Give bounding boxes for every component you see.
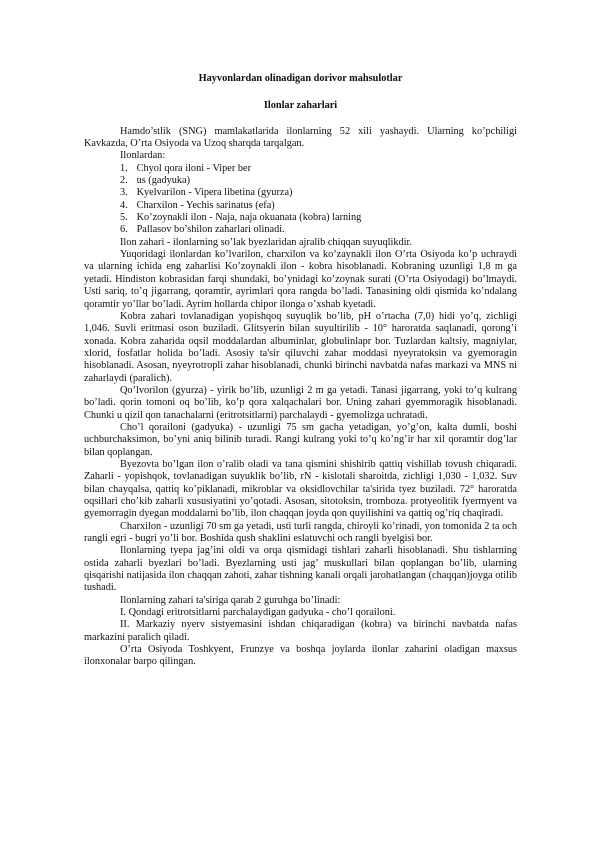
list-item bbox=[120, 175, 517, 187]
body-paragraph: Ilonlarning zahari ta'siriga qarab 2 guruhga bo’linadi: bbox=[120, 594, 341, 606]
list-heading: Ilonlardan: bbox=[120, 150, 166, 162]
section-subtitle: Ilonlar zaharlari bbox=[263, 100, 338, 112]
body-paragraph: Ilon zahari - ilonlarning so’lak byezlaridan ajralib chiqqan suyuqlikdir. bbox=[120, 236, 412, 248]
list-item-text: Charxilon - Yechis sarinatus (efa) bbox=[136, 199, 275, 211]
body-paragraph: I. Qondagi eritrotsitlarni parchalaydigan gadyuka - cho’l qorailoni. bbox=[120, 607, 396, 619]
list-item-text: Pallasov bo’shilon zaharlari olinadi. bbox=[136, 224, 285, 236]
list-item-number: 5. bbox=[120, 212, 128, 224]
list-item bbox=[120, 187, 517, 199]
body-paragraph: Byezovta bo’lgan ilon o’ralib oladi va tana qismini shishirib qattiq vishillab tovush chiqaradi. Zaharli - yopishqok, tovlanadigan suyuklik bo’lib, rN - kislotali sharoitda, zichligi 1,030 - 1,032. Suv bilan chayqalsa, qattiq ko’piklanadi, mikroblar va oksidlovchilar ta'sirida tyez buziladi. 72° haroratda oqsillari cho’kib zaharli xususiyatini yo’qotadi. Asosan, sitotoksin, tromboza. protyeolitik fyermyent va gyemorragin dyegan moddalarni bo’lib, ilon chaqqan joyda qon quyilishini va qattiq og’riq chaqiradi. bbox=[84, 458, 517, 520]
list-item-text: us (gadyuka) bbox=[136, 175, 191, 187]
body-paragraph: Yuqoridagi ilonlardan ko’lvarilon, charxilon va ko’zaynakli ilon O’rta Osiyoda ko’p uchraydi va ularning ichida eng zaharlisi Ko’zoynakli ilon - kobra hisoblanadi. Kobraning uzunligi 1,8 m ga yetadi. Hindiston kobrasidan farqi shundaki, bo’ynidagi ko’zoynak surati (O’rta Osiyodagi) bo’lmaydi. Usti sariq, to’q jigarrang, qoramtir, ayrimlari qora rangda bo’ladi. Tanasining oldi qismida ko’ndalang qoramtir yo’llar bo’ladi. Ayrim hollarda chipor ilonga o’xshab kyetadi. bbox=[84, 249, 517, 310]
list-item bbox=[120, 200, 517, 212]
body-paragraph: Cho’l qorailoni (gadyuka) - uzunligi 75 sm gacha yetadigan, yo’g’on, kalta dumli, boshi uchburchaksimon, bo’yni aniq bilinib turadi. Rangi kulrang yoki to’q ko’ng’ir har xil qoramtir dog’lar bilan qoplangan. bbox=[84, 421, 517, 458]
list-item-number: 2. bbox=[120, 175, 128, 187]
body-paragraph: Kobra zahari tovlanadigan yopishqoq suyuqlik bo’lib, pH o’rtacha (7,0) hidi yo’q, zichligi 1,046. Suvli eritmasi oson buziladi. Glitsyerin bilan suyultirilib - 10° haroratda saqlanadi, qorong’i xonada. Kobra zaharida oqsil moddalardan albuminlar, globulinlapr bor. Tuzlardan kaltsiy, magniylar, xlorid, fosfatlar holida bo’ladi. Asosiy ta'sir qiluvchi zahar moddasi nyeyratoksin va gyemoragin hisoblanadi. Asosan, nyeyrotropli zahar hisoblanadi, chunki birinchi navbatda nafas markazi va MNS ni zaharlaydi (paralich). bbox=[84, 310, 517, 384]
list-item-number: 1. bbox=[120, 162, 128, 174]
body-paragraph: Ilonlarning tyepa jag’ini oldi va orqa qismidagi tishlari zaharli hisoblanadi. Shu tishlarning ostida zaharli byezlari bo’ladi. Byezlarning usti jag’ muskullari bilan qoplangan bo’lib, ularning qisqarishi natijasida ilon chaqqan zahoti, zahar tishning kanali orqali jarohatlangan (chaqqan)joyga otilib tushadi. bbox=[84, 545, 517, 594]
list-item-text: Kyelvarilon - Vipera libetina (gyurza) bbox=[136, 187, 293, 199]
intro-paragraph: Hamdo’stlik (SNG) mamlakatlarida ilonlarning 52 xili yashaydi. Ularning ko’pchiligi Kavkazda, O’rta Osiyoda va Uzoq sharqda tarqalgan. bbox=[84, 125, 517, 150]
list-item bbox=[120, 212, 517, 224]
body-paragraph: Charxilon - uzunligi 70 sm ga yetadi, usti turli rangda, chiroyli ko’rinadi, yon tomonida 2 ta och rangli egri - bugri yo’li bor. Boshida qush shaklini eslatuvchi och rangli byelgisi bor. bbox=[84, 520, 517, 545]
list-item-number: 3. bbox=[120, 187, 128, 199]
list-item-number: 4. bbox=[120, 199, 128, 211]
list-item bbox=[120, 163, 517, 175]
list-item-number: 6. bbox=[120, 224, 128, 236]
body-paragraph: Qo’lvorilon (gyurza) - yirik bo’lib, uzunligi 2 m ga yetadi. Tanasi jigarrang, yoki to’q kulrang bo’ladi. qorin tomoni oq bo’lib, ko’p qora xalqachalari bor. Uning zahari gyemmoragik hisoblanadi. Chunki u qizil qon tanachalarni (eritrotsitlarni) parchalaydi - gyemolizga uchratadi. bbox=[84, 384, 517, 421]
list-item bbox=[120, 224, 517, 236]
body-paragraph: II. Markaziy nyerv sistyemasini ishdan chiqaradigan (kobra) va birinchi navbatda nafas markazini paralich qiladi. bbox=[84, 619, 517, 643]
snake-list bbox=[84, 163, 517, 237]
body-paragraph: O’rta Osiyoda Toshkyent, Frunzye va boshqa joylarda ilonlar zaharini oladigan maxsus ilonxonalar barpo qilingan. bbox=[84, 644, 517, 668]
document-title: Hayvonlardan olinadigan dorivor mahsulotlar bbox=[198, 73, 403, 84]
list-item-text: Chyol qora iloni - Viper ber bbox=[136, 162, 252, 174]
list-item-text: Ko’zoynakli ilon - Naja, naja okuanata (kobra) larning bbox=[136, 212, 362, 224]
